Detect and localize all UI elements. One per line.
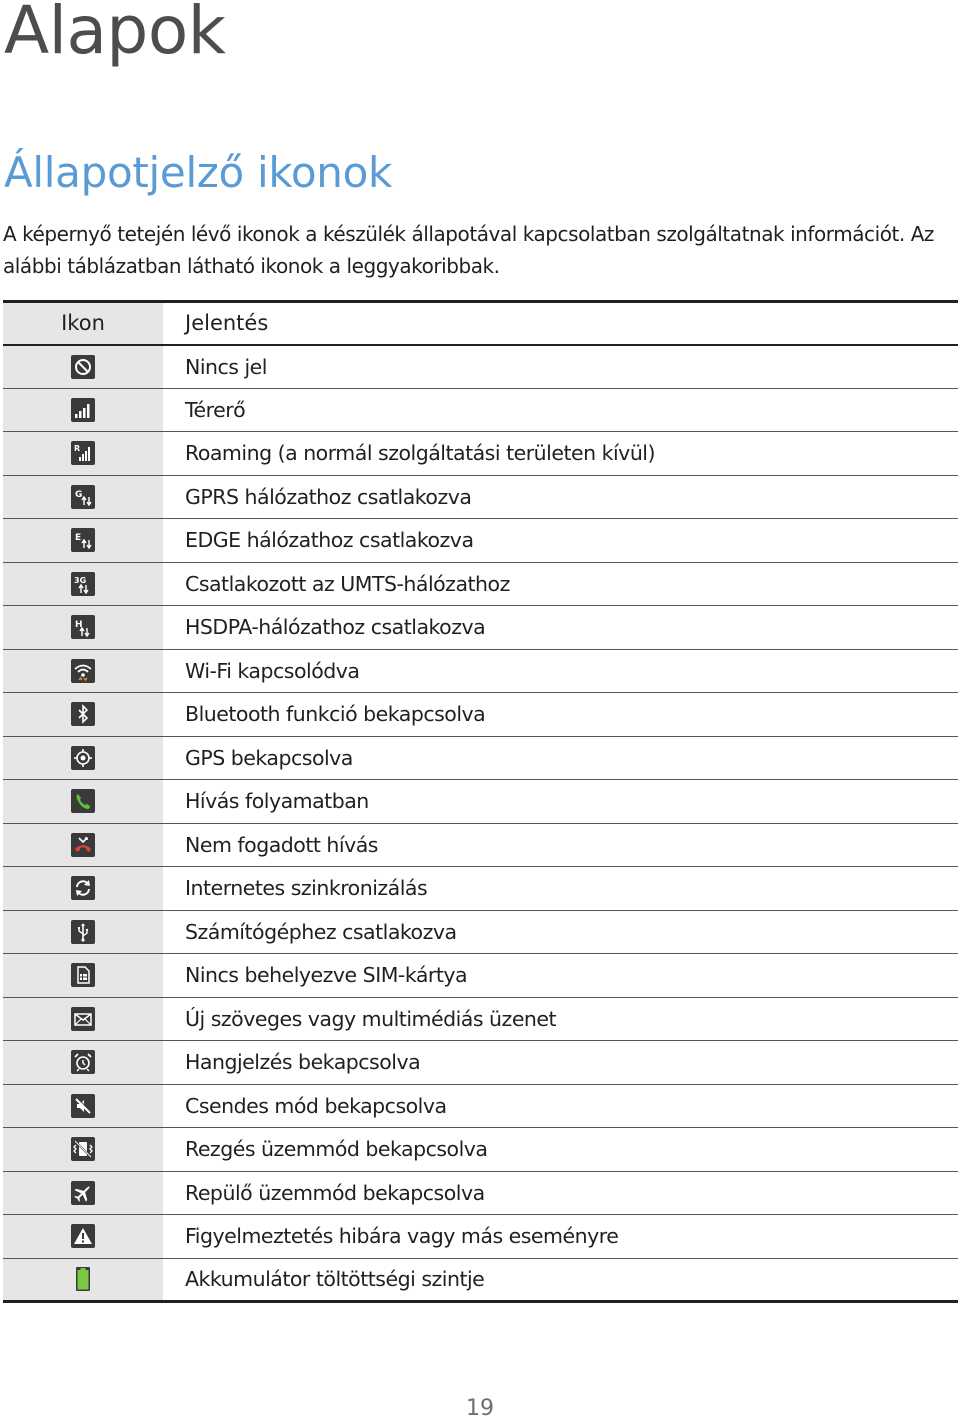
meaning-cell: Hangjelzés bekapcsolva	[185, 1050, 421, 1075]
meaning-cell: GPRS hálózathoz csatlakozva	[185, 484, 472, 509]
icon-cell	[3, 954, 163, 998]
gps-icon	[71, 747, 95, 766]
meaning-cell: Nincs behelyezve SIM-kártya	[185, 963, 468, 988]
meaning-cell: Hívás folyamatban	[185, 789, 369, 814]
meaning-cell: Csatlakozott az UMTS-hálózathoz	[185, 571, 510, 596]
icon-cell	[3, 649, 163, 693]
icon-cell	[3, 910, 163, 954]
vibration-mode-icon	[71, 1139, 95, 1158]
table-row	[3, 823, 958, 867]
icon-cell	[3, 432, 163, 476]
icon-cell	[3, 823, 163, 867]
meaning-cell: Akkumulátor töltöttségi szintje	[185, 1267, 485, 1292]
meaning-cell: Nincs jel	[185, 354, 267, 379]
table-row	[3, 1258, 958, 1302]
table-row	[3, 649, 958, 693]
meaning-cell: Számítógéphez csatlakozva	[185, 919, 457, 944]
svg-text:E: E	[75, 533, 82, 544]
icon-cell	[3, 736, 163, 780]
icon-cell	[3, 997, 163, 1041]
table-row	[3, 954, 958, 998]
warning-icon	[71, 1226, 95, 1245]
icon-cell	[3, 693, 163, 737]
gprs-icon	[71, 486, 95, 505]
table-row	[3, 388, 958, 432]
table-row	[3, 562, 958, 606]
usb-icon	[71, 921, 95, 940]
table-row	[3, 997, 958, 1041]
table-row	[3, 475, 958, 519]
meaning-cell: Új szöveges vagy multimédiás üzenet	[185, 1006, 557, 1031]
icon-cell	[3, 867, 163, 911]
icon-cell	[3, 345, 163, 389]
chapter-title: Alapok	[4, 0, 226, 69]
table-row	[3, 432, 958, 476]
table-row	[3, 1128, 958, 1172]
table-row	[3, 345, 958, 389]
icon-cell	[3, 388, 163, 432]
page-number: 19	[466, 1396, 494, 1421]
meaning-cell: Figyelmeztetés hibára vagy más eseményre	[185, 1224, 619, 1249]
table-row	[3, 910, 958, 954]
roaming-icon	[71, 443, 95, 462]
svg-text:3G: 3G	[74, 575, 87, 585]
meaning-cell: EDGE hálózathoz csatlakozva	[185, 528, 474, 553]
icon-cell	[3, 780, 163, 824]
intro-paragraph: A képernyő tetején lévő ikonok a készülék állapotával kapcsolatban szolgáltatnak információt. Az alábbi táblázatban látható ikonok a leggyakoribbak.	[3, 222, 934, 278]
table-row	[3, 1041, 958, 1085]
table-row	[3, 867, 958, 911]
table-row	[3, 780, 958, 824]
meaning-cell: Nem fogadott hívás	[185, 832, 378, 857]
wifi-icon	[71, 660, 95, 679]
icon-cell	[3, 519, 163, 563]
table-body	[3, 345, 958, 1302]
icon-cell	[3, 1215, 163, 1259]
table-row	[3, 736, 958, 780]
meaning-cell: HSDPA-hálózathoz csatlakozva	[185, 615, 486, 640]
meaning-cell: Wi-Fi kapcsolódva	[185, 658, 360, 683]
table-row	[3, 606, 958, 650]
section-title: Állapotjelző ikonok	[4, 148, 393, 197]
bluetooth-icon	[71, 704, 95, 723]
icon-cell	[3, 562, 163, 606]
meaning-cell: Repülő üzemmód bekapcsolva	[185, 1180, 485, 1205]
table-row	[3, 519, 958, 563]
alarm-icon	[71, 1052, 95, 1071]
icon-cell	[3, 1084, 163, 1128]
edge-icon	[71, 530, 95, 549]
signal-strength-icon	[71, 399, 95, 418]
table-header-row	[3, 302, 958, 345]
meaning-cell: Internetes szinkronizálás	[185, 876, 428, 901]
icon-cell	[3, 1258, 163, 1302]
meaning-cell: GPS bekapcsolva	[185, 745, 353, 770]
meaning-cell: Bluetooth funkció bekapcsolva	[185, 702, 486, 727]
table-row	[3, 1215, 958, 1259]
table-row	[3, 1171, 958, 1215]
icon-cell	[3, 1128, 163, 1172]
missed-call-icon	[71, 834, 95, 853]
call-in-progress-icon	[71, 791, 95, 810]
no-signal-icon	[71, 356, 95, 375]
header-meaning: Jelentés	[185, 311, 269, 336]
table-row	[3, 693, 958, 737]
umts-3g-icon	[71, 573, 95, 592]
icon-cell	[3, 475, 163, 519]
meaning-cell: Rezgés üzemmód bekapcsolva	[185, 1137, 488, 1162]
svg-text:H: H	[75, 620, 83, 631]
meaning-cell: Térerő	[185, 397, 246, 422]
svg-text:G: G	[75, 489, 83, 500]
status-icons-table	[3, 300, 958, 1303]
meaning-cell: Csendes mód bekapcsolva	[185, 1093, 447, 1118]
icon-cell	[3, 1041, 163, 1085]
battery-icon	[71, 1269, 95, 1288]
icon-cell	[3, 1171, 163, 1215]
no-sim-icon	[71, 965, 95, 984]
hsdpa-icon	[71, 617, 95, 636]
table-row	[3, 1084, 958, 1128]
svg-text:R: R	[74, 444, 81, 454]
icon-cell	[3, 606, 163, 650]
meaning-cell: Roaming (a normál szolgáltatási területen kívül)	[185, 441, 656, 466]
silent-mode-icon	[71, 1095, 95, 1114]
message-icon	[71, 1008, 95, 1027]
airplane-mode-icon	[71, 1182, 95, 1201]
header-icon: Ikon	[3, 302, 163, 345]
sync-icon	[71, 878, 95, 897]
